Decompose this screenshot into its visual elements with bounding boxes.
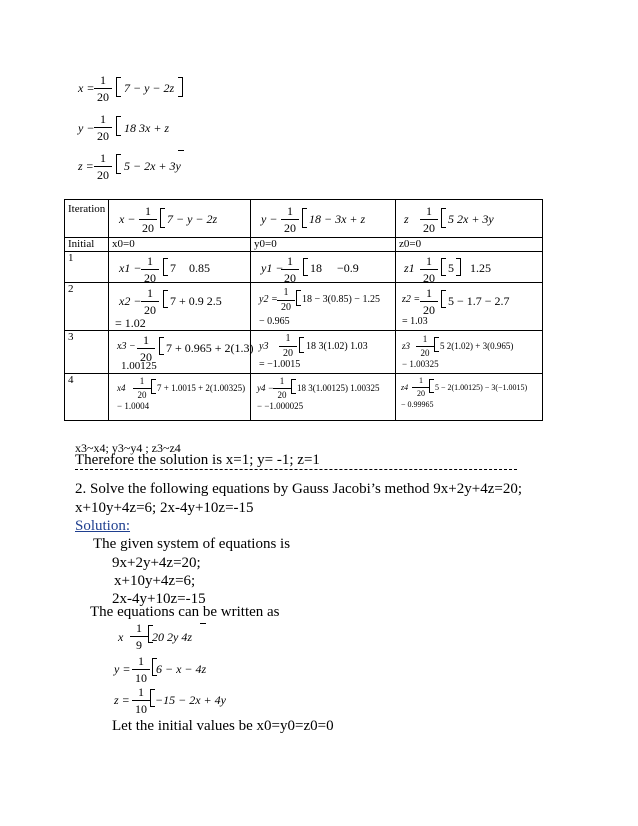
solution-heading: Solution: [75, 518, 131, 534]
bracket-left [434, 337, 439, 352]
row-3-z-fraction: 1 20 [416, 335, 434, 358]
eq-z-den: 20 [97, 168, 109, 182]
overline-mark [178, 150, 184, 151]
header-x-fraction [139, 205, 157, 234]
row-3-y-body: 18 3(1.02) 1.03 [306, 341, 368, 352]
eq2-x-body: 20 2y 4z [152, 630, 192, 644]
question-line-1: 2. Solve the following equations by Gauss Jacobi’s method 9x+2y+4z=20; [75, 481, 522, 497]
eq-x-den: 20 [97, 90, 109, 104]
row-4-x-fraction: 1 20 [133, 377, 151, 400]
header-y-body: 18 − 3x + z [309, 212, 366, 226]
eq-y-den: 20 [97, 129, 109, 143]
header-x-den: 20 [142, 221, 154, 235]
row-3-y-fraction: 1 20 [279, 334, 297, 359]
bracket-left [441, 208, 446, 228]
bracket-left [163, 258, 168, 276]
row-3-label-cell [64, 330, 109, 374]
row-4-z-lhs: z4 [401, 383, 409, 392]
eq2-y-lhs: y = [114, 662, 131, 676]
row-initial-label-cell [64, 237, 109, 252]
eq2-y-den: 10 [135, 671, 147, 685]
row-2-y-val: − 0.965 [259, 316, 290, 327]
row-4-x-body: 7 + 1.0015 + 2(1.00325) [157, 383, 246, 393]
bracket-left [429, 379, 434, 393]
eq2-z-den: 10 [135, 702, 147, 716]
row-1-z-lhs: z1 [404, 261, 415, 275]
bracket-left [160, 208, 165, 228]
row-4-z-fraction: 1 20 [412, 377, 430, 398]
row-2-x-body: 7 + 0.9 2.5 [170, 294, 222, 308]
row-1-label-cell [64, 251, 109, 283]
header-z-den: 20 [423, 221, 435, 235]
eq2-x-lhs: x [118, 630, 124, 644]
row-initial-label: Initial [68, 238, 95, 250]
row-2-z-body: 5 − 1.7 − 2.7 [448, 294, 510, 308]
row-1-x-lhs: x1 − [119, 261, 142, 275]
header-iteration-cell [64, 199, 109, 238]
row-4-y-val: − −1.000025 [257, 401, 304, 411]
row-2-z-val: = 1.03 [402, 316, 428, 327]
row-1-y-lhs: y1 − [261, 261, 284, 275]
eq2-x-den: 9 [136, 638, 142, 652]
row-2-y-lhs: y2 = [259, 294, 278, 305]
row-3-y-lhs: y3 [259, 341, 269, 352]
bracket-left [302, 208, 307, 228]
row-3-y-cell [250, 330, 396, 374]
approx-line: x3~x4; y3~y4 ; z3~z4 [75, 441, 181, 455]
header-x-num: 1 [145, 204, 151, 218]
row-1-z-fraction: 1 20 [420, 255, 438, 284]
divider-dashes [75, 469, 517, 470]
row-1-y-fraction: 1 20 [281, 255, 299, 284]
bracket-left [116, 154, 121, 174]
row-3-x-fraction: 1 20 [137, 334, 155, 363]
question-line-2: x+10y+4z=6; 2x-4y+10z=-15 [75, 500, 254, 516]
header-y-fraction [281, 205, 299, 234]
eq-x-fraction [94, 74, 112, 103]
header-z-fraction [420, 205, 438, 234]
row-4-x-val: − 1.0004 [117, 401, 150, 411]
bracket-left [159, 337, 164, 355]
row-2-z-fraction: 1 20 [420, 287, 438, 316]
bracket-left [163, 290, 168, 308]
overline-mark [200, 623, 206, 624]
eq2-y-num: 1 [138, 654, 144, 668]
equation-2: x+10y+4z=6; [114, 573, 196, 589]
row-3-x-cell [108, 330, 254, 374]
row-2-label-cell [64, 282, 109, 331]
header-z-lhs: z [404, 212, 409, 226]
row-2-x-cell [108, 282, 251, 331]
row-4-y-body: 18 3(1.00125) 1.00325 [297, 383, 380, 393]
row-4-z-body: 5 − 2(1.00125) − 3(−1.0015) [435, 383, 528, 392]
row-4-x-lhs: x4 [117, 383, 126, 393]
row-4-label-cell [64, 373, 109, 421]
eq-y-lhs: y − [78, 121, 95, 135]
row-1-z-body: 5 [448, 261, 454, 275]
row-initial-y-cell [250, 237, 396, 252]
bracket-right [456, 258, 461, 276]
bracket-left [441, 290, 446, 308]
row-3-x-val: 1.00125 [121, 360, 157, 372]
row-2-x-val: = 1.02 [115, 316, 146, 330]
row-initial-y: y0=0 [254, 238, 277, 250]
row-2-y-cell [250, 282, 396, 331]
row-initial-z: z0=0 [399, 238, 422, 250]
header-x-cell [108, 199, 251, 238]
solution-statement: Therefore the solution is x=1; y= -1; z=1 [75, 452, 320, 468]
eq-y-num: 1 [100, 112, 106, 126]
row-1-z-cell [395, 251, 543, 283]
row-4-x-cell [108, 373, 251, 421]
eq-z-lhs: z = [78, 159, 94, 173]
header-iteration-label: Iteration [68, 203, 106, 215]
row-1-x-fraction: 1 20 [141, 255, 159, 284]
row-3-x-lhs: x3 − [117, 341, 136, 352]
eq2-x-num: 1 [136, 621, 142, 635]
eq2-z-num: 1 [138, 685, 144, 699]
eq2-x-fraction [130, 622, 148, 651]
can-be-written-text: The equations can be written as [90, 604, 280, 620]
bracket-left [296, 290, 301, 306]
eq2-y-fraction [132, 655, 150, 684]
row-2-y-fraction: 1 20 [277, 288, 295, 313]
row-initial-x-cell [108, 237, 251, 252]
header-z-body: 5 2x + 3y [448, 212, 494, 226]
row-4-y-fraction: 1 20 [273, 377, 291, 400]
row-4-label: 4 [68, 374, 74, 386]
eq-y-body: 18 3x + z [124, 121, 170, 135]
row-4-z-cell [395, 373, 543, 421]
row-3-z-val: − 1.00325 [402, 359, 439, 369]
header-x-lhs: x − [119, 212, 136, 226]
row-1-x-cell [108, 251, 251, 283]
equation-1: 9x+2y+4z=20; [112, 555, 201, 571]
bracket-right [178, 77, 183, 97]
row-1-x-body: 7 [170, 261, 176, 275]
row-4-y-lhs: y4 − [257, 383, 274, 393]
eq2-y-body: 6 − x − 4z [156, 662, 207, 676]
row-1-y-body: 18 [310, 261, 322, 275]
header-y-den: 20 [284, 221, 296, 235]
row-2-z-lhs: z2 = [402, 294, 421, 305]
eq2-z-lhs: z = [114, 693, 130, 707]
row-2-z-cell [395, 282, 543, 331]
eq2-z-body: −15 − 2x + 4y [155, 693, 226, 707]
eq2-z-fraction [132, 686, 150, 715]
header-y-lhs: y − [261, 212, 278, 226]
row-1-y-cell [250, 251, 396, 283]
row-3-z-cell [395, 330, 543, 374]
eq-x-body: 7 − y − 2z [124, 81, 175, 95]
row-1-label: 1 [68, 252, 74, 264]
bracket-left [151, 379, 156, 394]
row-2-x-fraction: 1 20 [141, 287, 159, 316]
bracket-left [116, 77, 121, 97]
row-4-z-val: − 0.99965 [401, 400, 434, 409]
eq-z-num: 1 [100, 151, 106, 165]
row-initial-x: x0=0 [112, 238, 135, 250]
bracket-left [299, 337, 304, 353]
eq-y-fraction [94, 113, 112, 142]
bracket-left [116, 116, 121, 136]
initial-values-text: Let the initial values be x0=y0=z0=0 [112, 718, 334, 734]
row-3-z-lhs: z3 [402, 341, 411, 351]
row-4-y-cell [250, 373, 396, 421]
row-1-x-val: 0.85 [189, 261, 210, 275]
row-2-x-lhs: x2 − [119, 294, 142, 308]
row-3-y-val: = −1.0015 [259, 359, 301, 370]
header-z-cell [395, 199, 543, 238]
header-z-num: 1 [426, 204, 432, 218]
bracket-left [441, 258, 446, 276]
row-3-label: 3 [68, 331, 74, 343]
row-1-y-val: −0.9 [337, 261, 359, 275]
row-2-label: 2 [68, 283, 74, 295]
bracket-left [303, 258, 308, 276]
row-3-x-body: 7 + 0.965 + 2(1.3) [166, 341, 254, 355]
bracket-left [291, 379, 296, 394]
header-x-body: 7 − y − 2z [167, 212, 218, 226]
eq-x-num: 1 [100, 73, 106, 87]
equation-3: 2x-4y+10z=-15 [112, 591, 206, 607]
row-1-z-val: 1.25 [470, 261, 491, 275]
eq-z-fraction [94, 152, 112, 181]
eq-z-body: 5 − 2x + 3y [124, 159, 181, 173]
header-y-cell [250, 199, 396, 238]
row-2-y-body: 18 − 3(0.85) − 1.25 [302, 294, 380, 305]
row-3-z-body: 5 2(1.02) + 3(0.965) [440, 341, 514, 351]
given-system-text: The given system of equations is [93, 536, 291, 552]
header-y-num: 1 [287, 204, 293, 218]
row-initial-z-cell [395, 237, 543, 252]
eq-x-lhs: x = [78, 81, 95, 95]
